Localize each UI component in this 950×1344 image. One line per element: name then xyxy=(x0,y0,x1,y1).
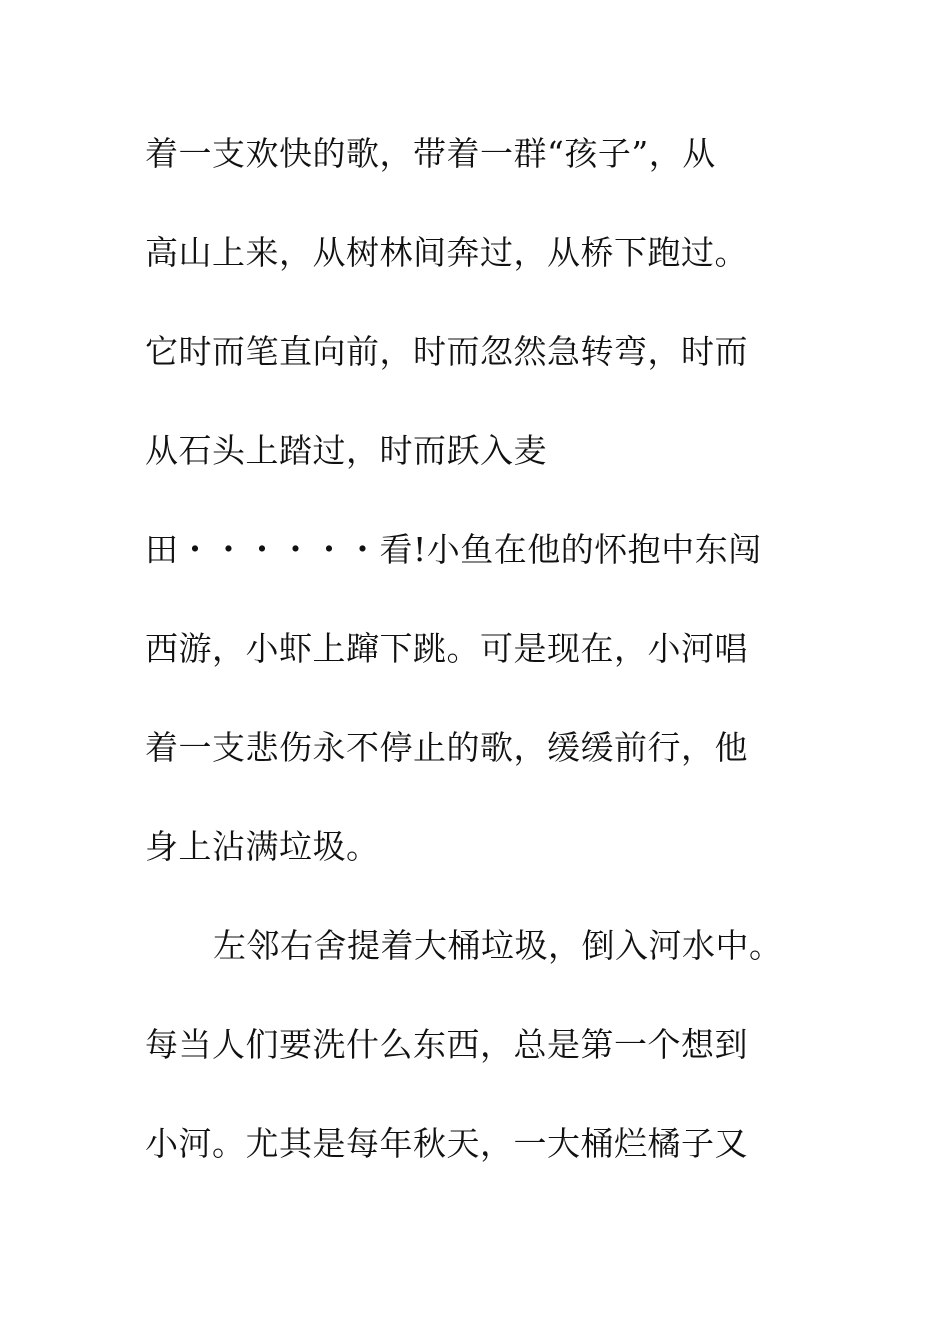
text-line-5: 田・・・・・・看!小鱼在他的怀抱中东闯 xyxy=(145,530,762,569)
paragraph-start-line: 左邻右舍提着大桶垃圾，倒入河水中。 xyxy=(213,926,783,965)
text-line-3: 它时而笔直向前，时而忽然急转弯，时而 xyxy=(145,332,748,371)
text-line-11: 小河。尤其是每年秋天，一大桶烂橘子又 xyxy=(145,1124,748,1163)
text-line-7: 着一支悲伤永不停止的歌，缓缓前行，他 xyxy=(145,728,748,767)
text-line-4: 从石头上踏过，时而跃入麦 xyxy=(145,431,547,470)
text-line-10: 每当人们要洗什么东西，总是第一个想到 xyxy=(145,1025,748,1064)
text-line-8: 身上沾满垃圾。 xyxy=(145,827,380,866)
text-line-6: 西游，小虾上蹿下跳。可是现在，小河唱 xyxy=(145,629,748,668)
text-line-2: 高山上来，从树林间奔过，从桥下跑过。 xyxy=(145,233,748,272)
text-line-1: 着一支欢快的歌，带着一群“孩子”，从 xyxy=(145,134,716,173)
